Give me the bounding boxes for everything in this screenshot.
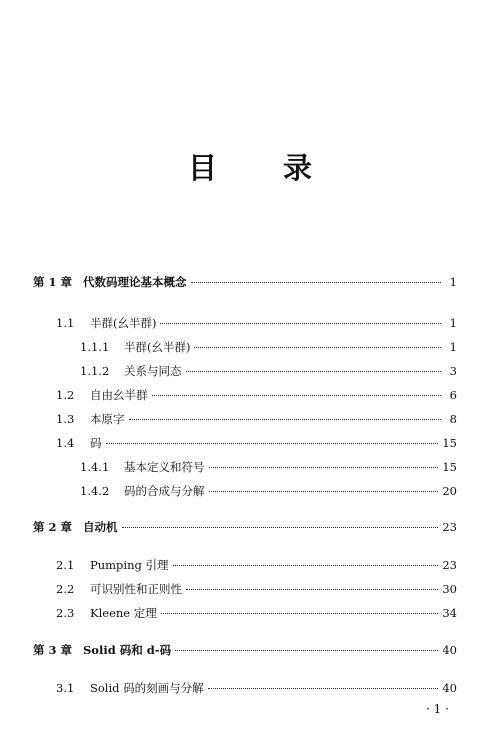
toc-page: 23 <box>442 558 457 572</box>
toc-title: 关系与同态 <box>124 364 182 378</box>
toc-section-2-2[interactable] <box>56 581 457 597</box>
dot-leader <box>186 371 442 372</box>
footer-page-number: · 1 · <box>426 702 449 716</box>
dot-leader <box>191 282 442 283</box>
toc-section-1-3[interactable] <box>56 411 457 427</box>
toc-number: 1.4.2 <box>80 484 110 498</box>
toc-page: 8 <box>449 412 457 426</box>
dot-leader <box>194 347 441 348</box>
toc-number: 1.3 <box>56 412 75 426</box>
toc-title: Solid 码和 d-码 <box>83 643 172 657</box>
toc-subsection-1-4-2[interactable] <box>80 483 457 499</box>
toc-number: 1.4.1 <box>80 460 110 474</box>
dot-leader <box>129 419 442 420</box>
toc-title: 自由幺半群 <box>90 388 148 402</box>
toc-page: 1 <box>449 316 457 330</box>
toc-title: 自动机 <box>83 520 118 534</box>
dot-leader <box>186 589 438 590</box>
toc-title: 代数码理论基本概念 <box>83 275 187 289</box>
toc-number: 1.2 <box>56 388 75 402</box>
toc-number: 第 1 章 <box>33 275 73 289</box>
toc-number: 3.1 <box>56 681 75 695</box>
toc-page: 3 <box>449 364 457 378</box>
toc-title: 可识别性和正则性 <box>90 582 182 596</box>
toc-title: 半群(幺半群) <box>124 340 191 354</box>
toc-page: 15 <box>442 460 457 474</box>
toc-subsection-1-1-2[interactable] <box>80 363 457 379</box>
dot-leader <box>175 650 438 651</box>
toc-section-2-1[interactable] <box>56 557 457 573</box>
toc-chapter-3[interactable] <box>33 642 457 658</box>
toc-title: 半群(幺半群) <box>90 316 157 330</box>
toc-number: 2.2 <box>56 582 75 596</box>
toc-number: 1.1.2 <box>80 364 110 378</box>
toc-subsection-1-4-1[interactable] <box>80 459 457 475</box>
toc-number: 2.3 <box>56 606 75 620</box>
dot-leader <box>106 443 439 444</box>
toc-page: 30 <box>442 582 457 596</box>
toc-chapter-2[interactable] <box>33 519 457 535</box>
toc-subsection-1-1-1[interactable] <box>80 339 457 355</box>
toc-page: 15 <box>442 436 457 450</box>
toc-number: 第 3 章 <box>33 643 73 657</box>
toc-page: 1 <box>449 340 457 354</box>
dot-leader <box>122 527 439 528</box>
toc-title: 码的合成与分解 <box>124 484 205 498</box>
toc-title: Pumping 引理 <box>90 558 169 572</box>
dot-leader <box>152 395 442 396</box>
toc-page: 20 <box>442 484 457 498</box>
toc-number: 1.1 <box>56 316 75 330</box>
dot-leader <box>173 565 439 566</box>
dot-leader <box>209 467 439 468</box>
page-title: 目 录 <box>187 151 341 185</box>
toc-page: 6 <box>449 388 457 402</box>
toc-number: 1.1.1 <box>80 340 110 354</box>
toc-page: 23 <box>442 520 457 534</box>
toc-number: 第 2 章 <box>33 520 73 534</box>
dot-leader <box>161 613 439 614</box>
toc-page: 40 <box>442 643 457 657</box>
toc-number: 1.4 <box>56 436 75 450</box>
toc-section-1-1[interactable] <box>56 315 457 331</box>
toc-title: 基本定义和符号 <box>124 460 205 474</box>
toc-page: 1 <box>449 275 457 289</box>
toc-section-1-2[interactable] <box>56 387 457 403</box>
toc-number: 2.1 <box>56 558 75 572</box>
toc-chapter-1[interactable] <box>33 274 457 290</box>
dot-leader <box>160 323 441 324</box>
toc-section-1-4[interactable] <box>56 435 457 451</box>
toc-page: 34 <box>442 606 457 620</box>
toc-title: 本原字 <box>90 412 125 426</box>
dot-leader <box>208 688 439 689</box>
toc-section-2-3[interactable] <box>56 605 457 621</box>
dot-leader <box>209 491 439 492</box>
toc-title: 码 <box>90 436 102 450</box>
toc-page: 40 <box>442 681 457 695</box>
toc-title: Kleene 定理 <box>90 606 157 620</box>
toc-section-3-1[interactable] <box>56 680 457 696</box>
toc-title: Solid 码的刻画与分解 <box>90 681 204 695</box>
